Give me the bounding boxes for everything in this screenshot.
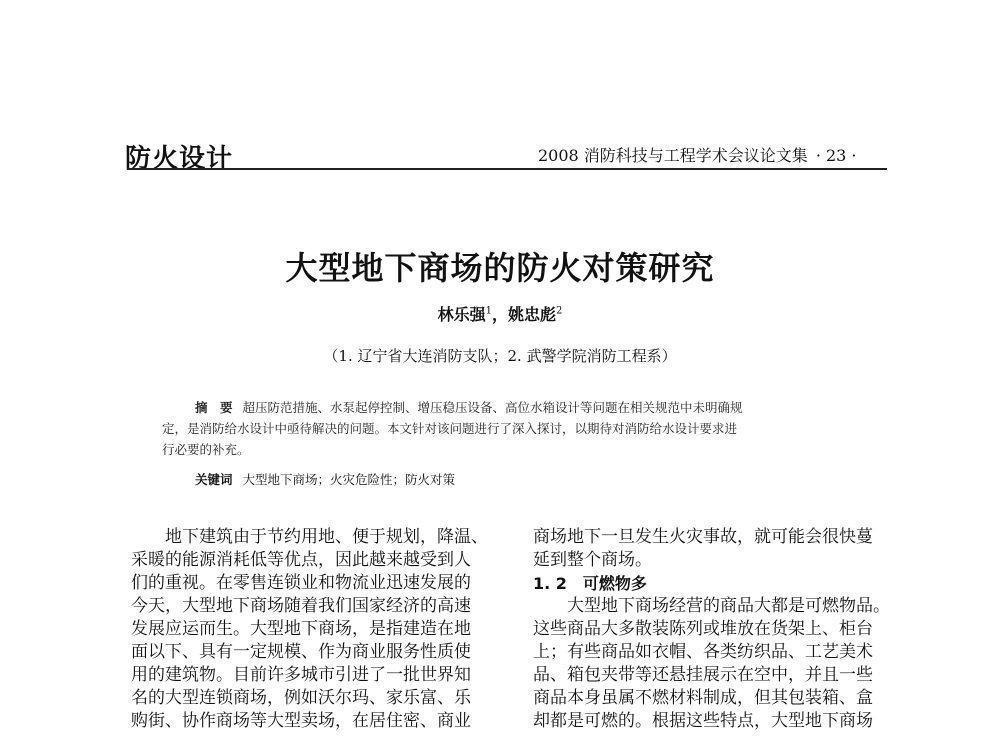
body-column-left bbox=[131, 526, 488, 733]
abstract-text: 超压防范措施、水泵起停控制、增压稳压设备、高位水箱设计等问题在相关规范中未明确规 bbox=[242, 400, 743, 415]
body-line: 地下建筑由于节约用地、便于规划，降温、 bbox=[131, 527, 488, 547]
body-line: 商场地下一旦发生火灾事故，就可能会很快蔓 bbox=[533, 527, 873, 547]
body-line: 延到整个商场。 bbox=[533, 550, 652, 570]
body-line: 采暖的能源消耗低等优点，因此越来越受到人 bbox=[131, 550, 471, 570]
body-line: 商品本身虽属不燃材料制成，但其包装箱、盒 bbox=[533, 688, 873, 708]
header-rule bbox=[127, 168, 887, 170]
keywords-text: 大型地下商场；火灾危险性；防火对策 bbox=[242, 472, 456, 487]
body-line: 大型地下商场经营的商品大都是可燃物品。 bbox=[533, 596, 890, 616]
author-separator: ， bbox=[491, 305, 508, 324]
page-number: · 23 · bbox=[815, 146, 857, 165]
body-line: 面以下、具有一定规模、作为商业服务性质使 bbox=[131, 642, 471, 662]
affiliations: （1. 辽宁省大连消防支队；2. 武警学院消防工程系） bbox=[323, 347, 677, 365]
keywords-label: 关键词 bbox=[195, 472, 233, 487]
abstract-line: 行必要的补充。 bbox=[162, 442, 250, 457]
paper-title: 大型地下商场的防火对策研究 bbox=[285, 249, 715, 287]
abstract-line: 定，是消防给水设计中亟待解决的问题。本文针对该问题进行了深入探讨，以期待对消防给水设计要求进 bbox=[162, 421, 738, 436]
body-line: 们的重视。在零售连锁业和物流业迅速发展的 bbox=[131, 573, 471, 593]
section-heading: 1. 2 可燃物多 bbox=[533, 574, 647, 593]
body-line: 今天，大型地下商场随着我们国家经济的高速 bbox=[131, 596, 471, 616]
body-line: 品、箱包夹带等还悬挂展示在空中，并且一些 bbox=[533, 665, 873, 685]
body-line: 购街、协作商场等大型卖场，在居住密、商业 bbox=[131, 711, 471, 731]
author-name: 林乐强 bbox=[437, 305, 486, 324]
running-header-section: 防火设计 bbox=[125, 144, 234, 174]
body-line: 用的建筑物。目前许多城市引进了一批世界知 bbox=[131, 665, 471, 685]
abstract-label: 摘 要 bbox=[195, 400, 233, 415]
body-line: 发展应运而生。大型地下商场，是指建造在地 bbox=[131, 619, 471, 639]
body-column-right bbox=[533, 526, 890, 733]
author-list bbox=[0, 302, 1000, 325]
body-line: 这些商品大多散装陈列或堆放在货架上、柜台 bbox=[533, 619, 873, 639]
body-line: 上；有些商品如衣帽、各类纺织品、工艺美术 bbox=[533, 642, 873, 662]
abstract-line bbox=[195, 397, 743, 418]
body-line: 名的大型连锁商场，例如沃尔玛、家乐富、乐 bbox=[131, 688, 471, 708]
body-line: 却都是可燃的。根据这些特点，大型地下商场 bbox=[533, 711, 873, 731]
author-affil-mark: 1 bbox=[485, 305, 492, 317]
running-header-proceedings bbox=[538, 143, 857, 166]
author-affil-mark: 2 bbox=[556, 305, 563, 317]
keywords bbox=[195, 470, 455, 488]
author-name: 姚忠彪 bbox=[508, 305, 557, 324]
proceedings-title: 2008 消防科技与工程学术会议论文集 bbox=[538, 146, 808, 165]
